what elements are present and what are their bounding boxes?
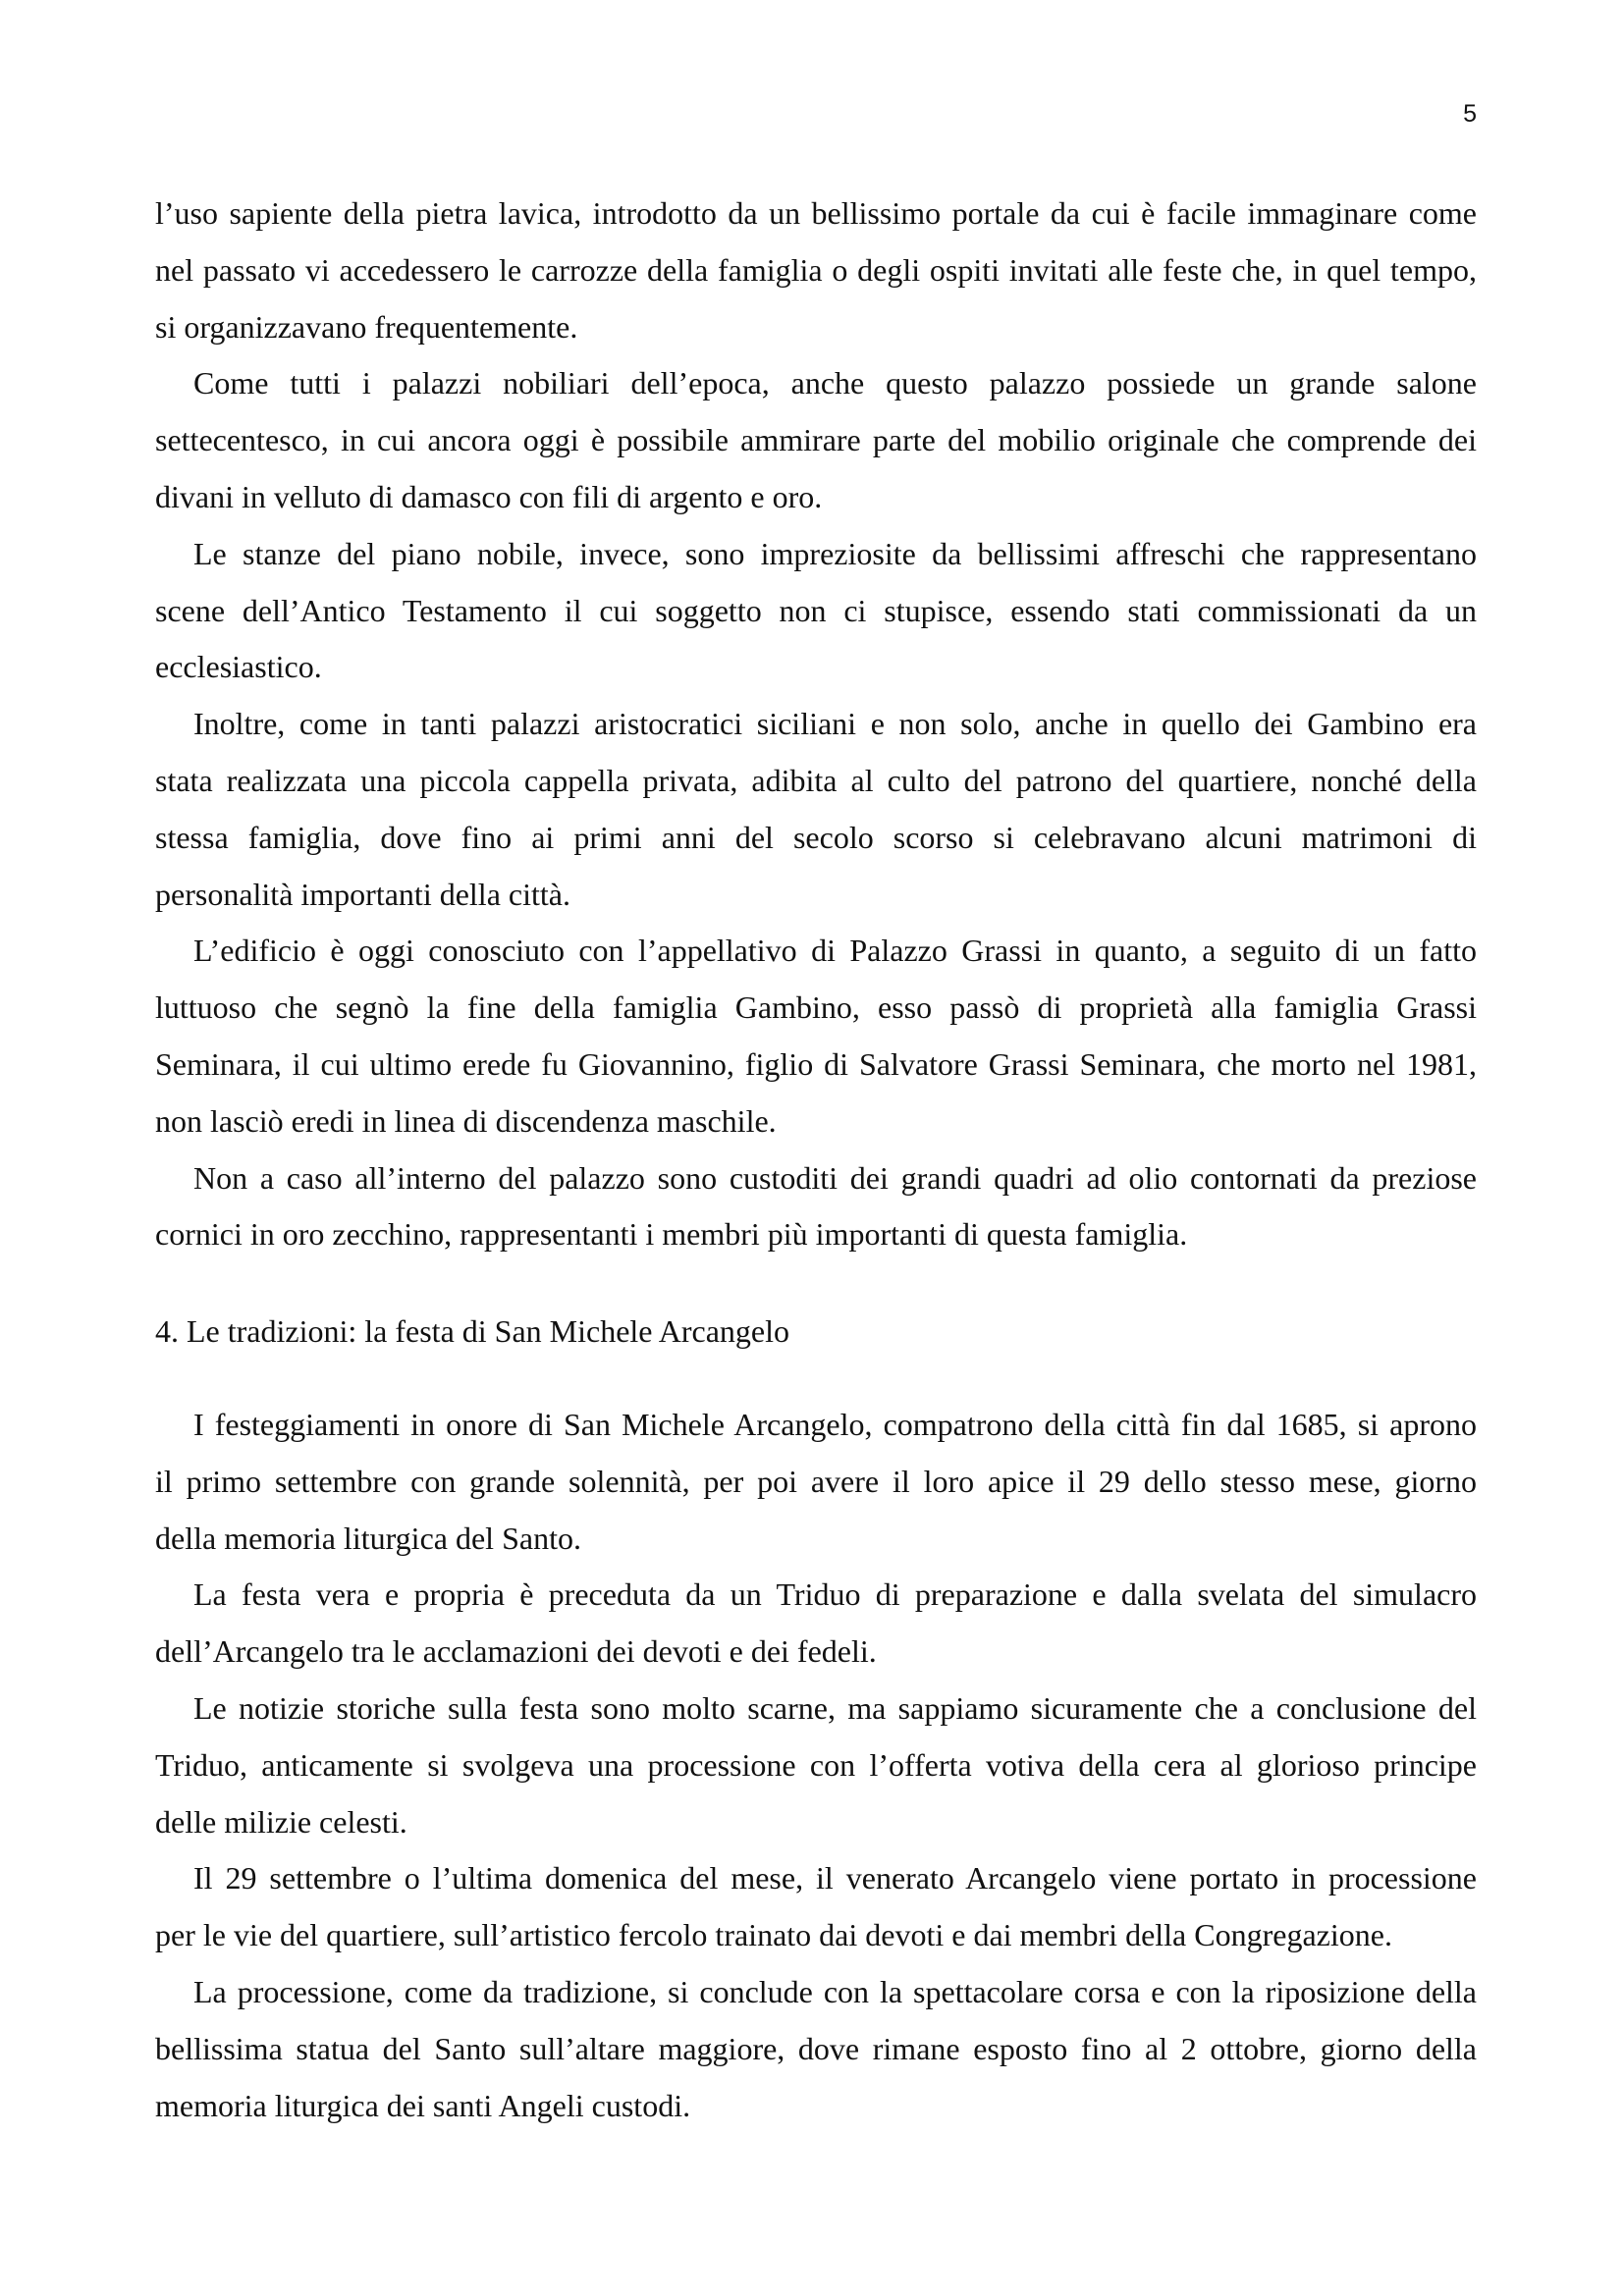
text-line: I festeggiamenti in onore di San Michele Arcangelo, compatrono della città fin dal 1685, si aprono bbox=[193, 1407, 1477, 1442]
text-line: bellissima statua del Santo sull’altare maggiore, dove rimane esposto fino al 2 ottobre, giorno della bbox=[155, 2030, 1477, 2066]
text-line: della memoria liturgica del Santo. bbox=[155, 1520, 581, 1556]
text-line: non lasciò eredi in linea di discendenza maschile. bbox=[155, 1102, 777, 1139]
text-line: Le stanze del piano nobile, invece, sono impreziosite da bellissimi affreschi che rappresentano bbox=[193, 535, 1477, 571]
text-line: Le notizie storiche sulla festa sono molto scarne, ma sappiamo sicuramente che a conclusione del bbox=[193, 1689, 1477, 1726]
paragraph bbox=[155, 923, 1477, 1149]
paragraph bbox=[155, 186, 1477, 355]
text-line: La processione, come da tradizione, si conclude con la spettacolare corsa e con la riposizione della bbox=[193, 1973, 1477, 2009]
paragraph bbox=[155, 1850, 1477, 1964]
text-line: si organizzavano frequentemente. bbox=[155, 308, 578, 345]
text-line: nel passato vi accedessero le carrozze della famiglia o degli ospiti invitati alle feste che, in quel tempo, bbox=[155, 251, 1477, 288]
text-line: cornici in oro zecchino, rappresentanti i membri più importanti di questa famiglia. bbox=[155, 1216, 1188, 1253]
text-line: per le vie del quartiere, sull’artistico fercolo trainato dai devoti e dai membri della Congregazione. bbox=[155, 1917, 1392, 1953]
text-line: dell’Arcangelo tra le acclamazioni dei devoti e dei fedeli. bbox=[155, 1633, 877, 1670]
text-line: ecclesiastico. bbox=[155, 649, 322, 685]
paragraph bbox=[155, 526, 1477, 696]
paragraph bbox=[155, 1567, 1477, 1681]
text-line: luttuoso che segnò la fine della famiglia Gambino, esso passò di proprietà alla famiglia Grassi bbox=[155, 989, 1477, 1026]
text-line: delle milizie celesti. bbox=[155, 1803, 407, 1840]
section-palazzo-text bbox=[155, 186, 1477, 1263]
text-line: L’edificio è oggi conosciuto con l’appellativo di Palazzo Grassi in quanto, a seguito di un fatto bbox=[193, 933, 1477, 969]
paragraph bbox=[155, 1397, 1477, 1567]
text-line: settecentesco, in cui ancora oggi è possibile ammirare parte del mobilio originale che comprende dei bbox=[155, 422, 1477, 458]
text-line: Come tutti i palazzi nobiliari dell’epoca, anche questo palazzo possiede un grande salone bbox=[193, 365, 1477, 401]
page-number: 5 bbox=[1463, 100, 1477, 128]
paragraph bbox=[155, 1964, 1477, 2134]
paragraph bbox=[155, 1681, 1477, 1850]
text-line: memoria liturgica dei santi Angeli custodi. bbox=[155, 2087, 691, 2123]
section-festa-text bbox=[155, 1397, 1477, 2134]
paragraph bbox=[155, 355, 1477, 525]
section-heading: 4. Le tradizioni: la festa di San Michele Arcangelo bbox=[155, 1313, 789, 1349]
paragraph bbox=[155, 696, 1477, 923]
text-line: Seminara, il cui ultimo erede fu Giovannino, figlio di Salvatore Grassi Seminara, che morto nel 1981, bbox=[155, 1045, 1477, 1082]
text-line: scene dell’Antico Testamento il cui soggetto non ci stupisce, essendo stati commissionati da un bbox=[155, 592, 1477, 628]
paragraph bbox=[155, 1150, 1477, 1264]
text-line: divani in velluto di damasco con fili di argento e oro. bbox=[155, 478, 823, 514]
text-line: Il 29 settembre o l’ultima domenica del mese, il venerato Arcangelo viene portato in processione bbox=[193, 1860, 1477, 1896]
text-line: La festa vera e propria è preceduta da un Triduo di preparazione e dalla svelata del simulacro bbox=[193, 1576, 1477, 1613]
text-line: stata realizzata una piccola cappella privata, adibita al culto del patrono del quartiere, nonché della bbox=[155, 762, 1477, 798]
text-line: Inoltre, come in tanti palazzi aristocratici siciliani e non solo, anche in quello dei Gambino era bbox=[193, 706, 1477, 742]
text-line: Non a caso all’interno del palazzo sono custoditi dei grandi quadri ad olio contornati da preziose bbox=[193, 1159, 1477, 1196]
text-line: l’uso sapiente della pietra lavica, introdotto da un bellissimo portale da cui è facile immaginare come bbox=[155, 195, 1477, 231]
text-line: personalità importanti della città. bbox=[155, 876, 570, 912]
text-line: il primo settembre con grande solennità, per poi avere il loro apice il 29 dello stesso mese, giorno bbox=[155, 1463, 1477, 1499]
text-line: Triduo, anticamente si svolgeva una processione con l’offerta votiva della cera al glorioso principe bbox=[155, 1746, 1477, 1783]
text-line: stessa famiglia, dove fino ai primi anni del secolo scorso si celebravano alcuni matrimoni di bbox=[155, 819, 1477, 855]
